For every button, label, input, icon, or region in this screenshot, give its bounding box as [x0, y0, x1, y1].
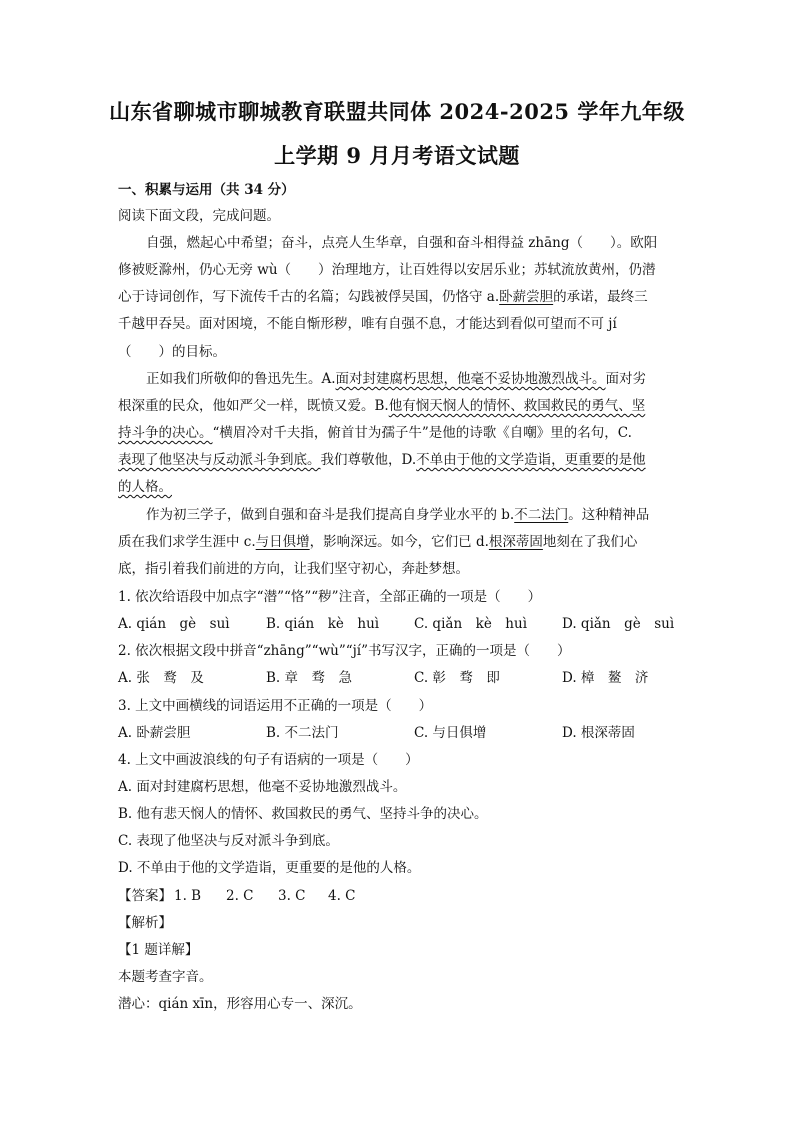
- q1-options: [118, 614, 678, 634]
- p2-line-1-tail: 面对劣: [605, 371, 647, 387]
- underlined-idiom-b: 不二法门: [514, 507, 569, 523]
- answer-2: 2. C: [226, 888, 254, 904]
- p3-line-2-text: 质在我们求学生涯中 c.: [118, 534, 256, 550]
- title-line-2: 上学期 9 月月考语文试题: [274, 143, 520, 168]
- q2-options: [118, 668, 678, 688]
- p3-line-2-tail: 地刻在了我们心: [542, 534, 638, 550]
- p2-line-3-text: “横眉冷对千夫指，俯首甘为孺子牛”是他的诗歌《自嘲》里的名句，C.: [212, 425, 632, 441]
- q3-option-d: D. 根深蒂固: [562, 725, 635, 741]
- analysis-q1-label: 【1 题详解】: [118, 942, 199, 958]
- q4-option-a: A. 面对封建腐朽思想，他毫不妥协地激烈战斗。: [118, 779, 407, 795]
- wavy-sentence-d: 不单由于他的文学造诣，更重要的是他: [416, 452, 646, 468]
- q4-option-d: D. 不单由于他的文学造诣，更重要的是他的人格。: [118, 860, 421, 876]
- underlined-idiom-a: 卧薪尝胆: [499, 289, 554, 305]
- q2-option-c: C. 彰 骛 即: [414, 670, 500, 686]
- q1-option-c: C. qiǎn kè huì: [414, 616, 528, 632]
- p2-line-2-text: 根深重的民众，他如严父一样，既愤又爱。B.: [118, 398, 389, 414]
- p1-line-3: [118, 287, 678, 307]
- q2-option-b: B. 章 骛 急: [266, 670, 353, 686]
- wavy-sentence-b-cont: 持斗争的决心。: [118, 425, 213, 441]
- q1-option-b: B. qián kè huì: [266, 616, 380, 632]
- underlined-idiom-c: 与日俱增: [255, 534, 310, 550]
- q3-option-a: A. 卧薪尝胆: [118, 725, 191, 741]
- p3-line-1: [146, 505, 706, 525]
- wavy-sentence-c: 表现了他坚决与反动派斗争到底。: [118, 452, 321, 468]
- p3-line-1-text: 作为初三学子，做到自强和奋斗是我们提高自身学业水平的 b.: [146, 507, 515, 523]
- p1-line-3-text: 心于诗词创作，写下流传千古的名篇；勾践被俘吴国，仍恪守 a.: [118, 289, 500, 305]
- p1-line-3-tail: 的承诺，最终三: [553, 289, 648, 305]
- q3-option-c: C. 与日俱增: [414, 725, 487, 741]
- p2-line-5: [118, 477, 678, 497]
- answer-1: 1. B: [174, 888, 202, 904]
- p2-line-4: [118, 450, 678, 470]
- answer-row: [118, 886, 678, 906]
- q1-stem: 1. 依次给语段中加点字“潜”“恪”“秽”注音，全部正确的一项是（ ）: [118, 589, 542, 605]
- wavy-sentence-a: 面对封建腐朽思想，他毫不妥协地激烈战斗。: [335, 371, 606, 387]
- q1-option-a: A. qián gè suì: [118, 616, 230, 632]
- p1-line-5: （ ）的目标。: [118, 344, 226, 360]
- p3-line-2-mid: ，影响深远。如今，它们已 d.: [309, 534, 489, 550]
- p1-line-1: 自强，燃起心中希望；奋斗，点亮人生华章，自强和奋斗相得益 zhāng（ ）。欧阳: [146, 235, 658, 251]
- p2-line-4-text: 我们尊敬他，D.: [320, 452, 417, 468]
- analysis-label: 【解析】: [118, 915, 172, 931]
- wavy-sentence-b: 他有悯天悯人的情怀、救国救民的勇气、坚: [388, 398, 646, 414]
- p3-line-2: [118, 532, 678, 552]
- q3-options: [118, 723, 678, 743]
- answer-4: 4. C: [328, 888, 356, 904]
- p3-line-1-tail: 。这种精神品: [568, 507, 650, 523]
- title-line-1: 山东省聊城市聊城教育联盟共同体 2024-2025 学年九年级: [109, 99, 685, 124]
- p2-line-1-text: 正如我们所敬仰的鲁迅先生。A.: [146, 371, 336, 387]
- section-heading: 一、积累与运用（共 34 分）: [118, 182, 295, 198]
- answer-label: 【答案】: [118, 888, 172, 904]
- p2-line-2: [118, 396, 678, 416]
- underlined-idiom-d: 根深蒂固: [488, 534, 543, 550]
- q2-option-d: D. 樟 鳌 济: [562, 670, 649, 686]
- analysis-line-2: 潜心：qián xīn，形容用心专一、深沉。: [118, 996, 362, 1012]
- p3-line-3: 底，指引着我们前进的方向，让我们坚守初心，奔赴梦想。: [118, 561, 469, 577]
- q2-option-a: A. 张 鹜 及: [118, 670, 204, 686]
- p1-line-4: 千越甲吞吴。面对困境，不能自惭形秽，唯有自强不息，才能达到看似可望而不可 jí: [118, 316, 617, 332]
- answer-3: 3. C: [278, 888, 306, 904]
- q3-stem: 3. 上文中画横线的词语运用不正确的一项是（ ）: [118, 698, 433, 714]
- q4-option-b: B. 他有悲天悯人的情怀、救国救民的勇气、坚持斗争的决心。: [118, 806, 488, 822]
- section-intro: 阅读下面文段，完成问题。: [118, 208, 280, 224]
- analysis-line-1: 本题考查字音。: [118, 969, 213, 985]
- p2-line-3: [118, 423, 678, 443]
- p2-line-1: [146, 369, 706, 389]
- q3-option-b: B. 不二法门: [266, 725, 339, 741]
- q4-option-c: C. 表现了他坚决与反对派斗争到底。: [118, 833, 339, 849]
- q2-stem: 2. 依次根据文段中拼音“zhāng”“wù”“jí”书写汉字，正确的一项是（ ）: [118, 643, 571, 659]
- q4-stem: 4. 上文中画波浪线的句子有语病的一项是（ ）: [118, 752, 419, 768]
- q1-option-d: D. qiǎn gè suì: [562, 616, 675, 632]
- wavy-sentence-d-cont: 的人格。: [118, 479, 172, 495]
- p1-line-2: 修被贬滁州，仍心无旁 wù（ ）治理地方，让百姓得以安居乐业；苏轼流放黄州，仍潜: [118, 262, 656, 278]
